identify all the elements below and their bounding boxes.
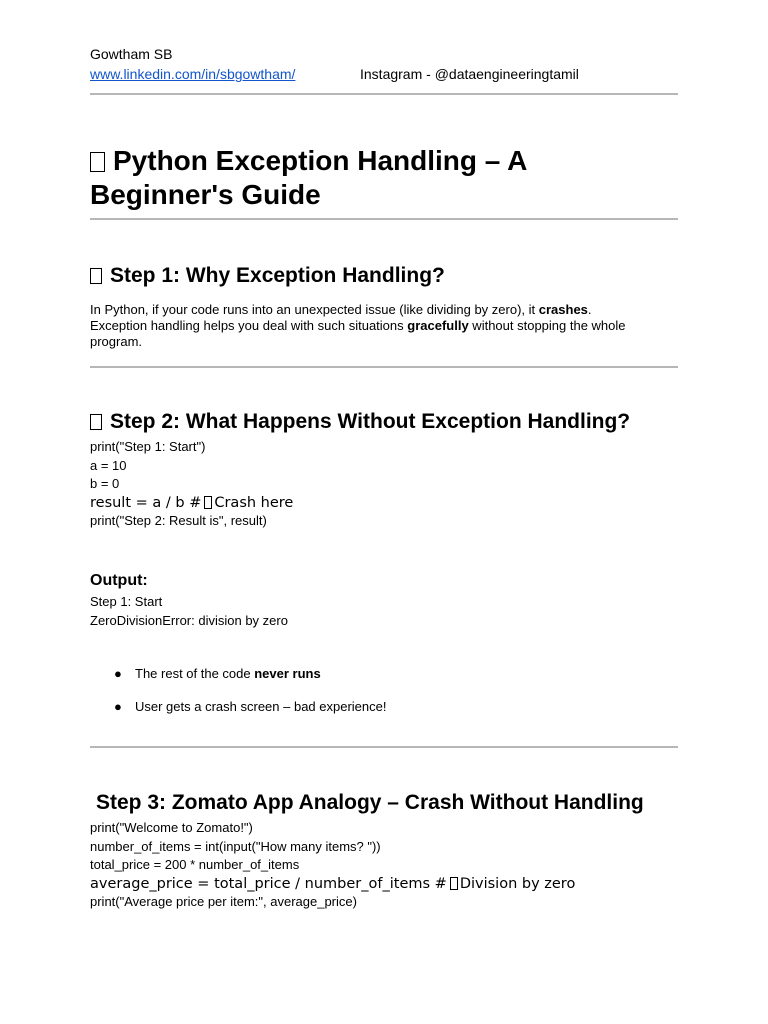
code-line: print("Step 2: Result is", result) <box>90 513 267 528</box>
step1-heading: Step 1: Why Exception Handling? <box>90 263 445 289</box>
code-line: b = 0 <box>90 476 120 491</box>
consequence-list <box>90 666 678 715</box>
list-item: ● The rest of the code never runs <box>114 666 321 681</box>
code-line: number_of_items = int(input("How many items? ")) <box>90 838 381 854</box>
page-title <box>90 144 678 212</box>
title-line-2: Beginner's Guide <box>90 179 321 210</box>
bullet-icon: ● <box>114 666 122 681</box>
emoji-placeholder-icon <box>204 496 212 509</box>
emoji-placeholder-icon <box>90 152 105 172</box>
instagram-handle: Instagram - @dataengineeringtamil <box>360 66 579 82</box>
title-divider <box>90 218 678 220</box>
step3-heading: Step 3: Zomato App Analogy – Crash Without Handling <box>96 791 644 814</box>
step3-code-block <box>90 819 678 912</box>
code-line: print("Step 1: Start") <box>90 439 206 454</box>
emoji-placeholder-icon <box>90 268 102 284</box>
step2-heading: Step 2: What Happens Without Exception Handling? <box>90 409 630 435</box>
author-name: Gowtham SB <box>90 46 173 62</box>
header-divider <box>90 93 678 95</box>
step2-divider <box>90 746 678 748</box>
output-line: ZeroDivisionError: division by zero <box>90 612 288 628</box>
emoji-placeholder-icon <box>450 877 458 890</box>
output-block <box>90 593 288 630</box>
step1-paragraph: In Python, if your code runs into an unexpected issue (like dividing by zero), it crashes. Exception handling helps you deal with such situations gracefully without stopping the whole program. <box>90 302 626 349</box>
code-line: a = 10 <box>90 457 127 473</box>
list-item: ● User gets a crash screen – bad experience! <box>114 699 387 714</box>
linkedin-link[interactable]: www.linkedin.com/in/sbgowtham/ <box>90 66 296 82</box>
code-line: average_price = total_price / number_of_items # Division by zero <box>90 875 576 892</box>
code-line: print("Welcome to Zomato!") <box>90 820 253 835</box>
code-line: total_price = 200 * number_of_items <box>90 857 300 872</box>
step2-code-block <box>90 438 678 531</box>
emoji-placeholder-icon <box>90 414 102 430</box>
step1-divider <box>90 366 678 368</box>
title-line-1: Python Exception Handling – A <box>113 145 528 176</box>
output-line: Step 1: Start <box>90 594 163 609</box>
output-heading: Output: <box>90 572 148 589</box>
code-line: print("Average price per item:", average_price) <box>90 894 357 909</box>
code-line: result = a / b # Crash here <box>90 494 294 511</box>
bullet-icon: ● <box>114 699 122 714</box>
